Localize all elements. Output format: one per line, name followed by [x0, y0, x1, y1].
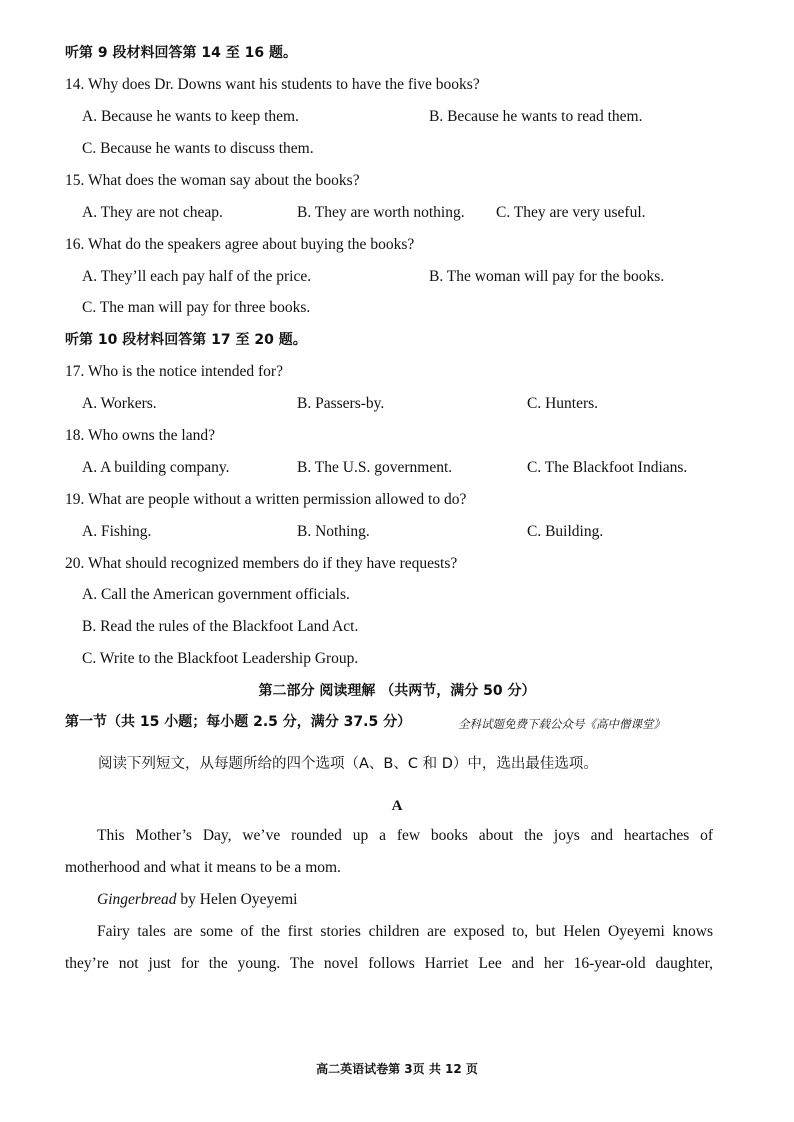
q20-option-c: C. Write to the Blackfoot Leadership Group. [82, 650, 359, 667]
passage-label: A [391, 798, 403, 814]
section1-header: 第一节（共 15 小题；每小题 2.5 分，满分 37.5 分） [65, 714, 412, 730]
question-17: 17. Who is the notice intended for? [65, 363, 283, 380]
question-18: 18. Who owns the land? [65, 427, 215, 444]
q15-option-b: B. They are worth nothing. [297, 204, 465, 221]
question-19: 19. What are people without a written permission allowed to do? [65, 491, 467, 508]
q20-option-a: A. Call the American government officials. [82, 586, 350, 603]
q14-option-c: C. Because he wants to discuss them. [82, 140, 314, 157]
q16-option-c: C. The man will pay for three books. [82, 299, 311, 316]
q15-option-c: C. They are very useful. [496, 204, 646, 221]
q18-option-b: B. The U.S. government. [297, 459, 453, 476]
q19-option-c: C. Building. [527, 523, 604, 540]
question-14: 14. Why does Dr. Downs want his students to have the five books? [65, 76, 480, 93]
paragraph-2-line-1: Fairy tales are some of the first stories children are exposed to, but Helen Oyeyemi knows [97, 923, 713, 940]
q17-option-b: B. Passers-by. [297, 395, 385, 412]
q19-option-a: A. Fishing. [82, 523, 152, 540]
book-author: by Helen Oyeyemi [176, 891, 298, 908]
q18-option-c: C. The Blackfoot Indians. [527, 459, 688, 476]
q16-option-a: A. They’ll each pay half of the price. [82, 268, 312, 285]
q14-option-b: B. Because he wants to read them. [429, 108, 643, 125]
paragraph-1-line-1: This Mother’s Day, we’ve rounded up a few books about the joys and heartaches of [97, 827, 713, 844]
section10-header: 听第 10 段材料回答第 17 至 20 题。 [65, 332, 307, 348]
question-20: 20. What should recognized members do if they have requests? [65, 555, 458, 572]
part2-title: 第二部分 阅读理解 （共两节，满分 50 分） [258, 683, 536, 699]
q17-option-c: C. Hunters. [527, 395, 599, 412]
q15-option-a: A. They are not cheap. [82, 204, 223, 221]
section9-header: 听第 9 段材料回答第 14 至 16 题。 [65, 45, 297, 61]
page-footer: 高二英语试卷第 3页 共 12 页 [316, 1062, 478, 1076]
q19-option-b: B. Nothing. [297, 523, 370, 540]
question-16: 16. What do the speakers agree about buying the books? [65, 236, 415, 253]
paragraph-2-line-2: they’re not just for the young. The novel follows Harriet Lee and her 16-year-old daughter, [65, 955, 713, 972]
book-heading [97, 890, 297, 910]
reading-instructions: 阅读下列短文，从每题所给的四个选项（A、B、C 和 D）中，选出最佳选项。 [98, 756, 598, 772]
q18-option-a: A. A building company. [82, 459, 230, 476]
q17-option-a: A. Workers. [82, 395, 157, 412]
book-title: Gingerbread [97, 891, 177, 908]
q14-option-a: A. Because he wants to keep them. [82, 108, 299, 125]
q20-option-b: B. Read the rules of the Blackfoot Land Act. [82, 618, 359, 635]
paragraph-1-line-2: motherhood and what it means to be a mom. [65, 859, 341, 876]
question-15: 15. What does the woman say about the books? [65, 172, 360, 189]
download-note: 全科试题免费下载公众号《高中僧课堂》 [458, 717, 665, 731]
q16-option-b: B. The woman will pay for the books. [429, 268, 665, 285]
